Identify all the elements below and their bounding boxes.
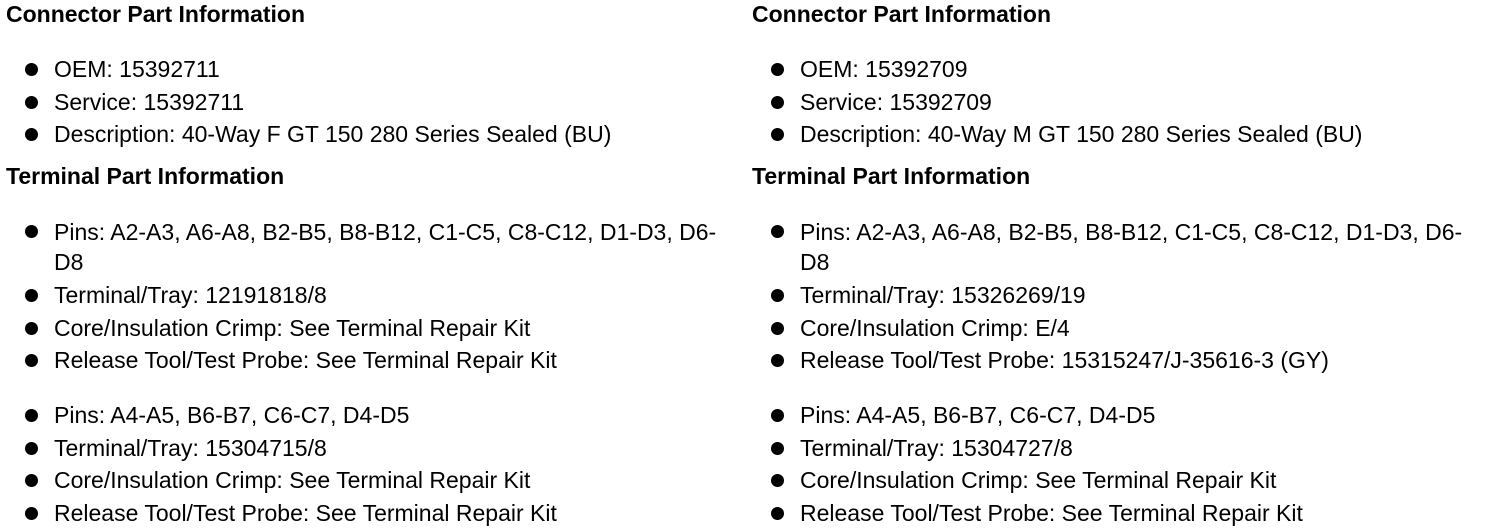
bullet-icon: [25, 474, 38, 487]
item-label: Release Tool/Test Probe:: [54, 499, 310, 526]
item-value: See Terminal Repair Kit: [289, 467, 531, 493]
item-value: 40-Way M GT 150 280 Series Sealed (BU): [927, 121, 1363, 147]
item-label: OEM:: [800, 56, 859, 82]
item-label: Terminal/Tray:: [54, 282, 199, 308]
terminal-group-2-list: [6, 399, 557, 529]
bullet-icon: [771, 474, 784, 487]
bullet-icon: [25, 225, 38, 238]
item-value: 12191818/8: [205, 282, 327, 308]
terminal-tray-item: [752, 432, 1303, 465]
item-label: Terminal/Tray:: [800, 282, 945, 308]
description-item: [6, 118, 611, 151]
oem-item: [752, 53, 1362, 86]
bullet-icon: [771, 354, 784, 367]
item-label: Description:: [54, 121, 176, 147]
item-label: Terminal/Tray:: [800, 434, 945, 461]
bullet-icon: [25, 354, 38, 367]
item-label: Core/Insulation Crimp:: [54, 467, 283, 493]
item-label: Terminal/Tray:: [54, 434, 199, 461]
item-label: Pins:: [800, 219, 852, 245]
item-label: Service:: [800, 88, 884, 115]
terminal-group-1-list: [6, 216, 734, 377]
crimp-item: [752, 464, 1303, 497]
pins-item: [752, 399, 1303, 432]
release-tool-item: [752, 497, 1303, 530]
item-label: Core/Insulation Crimp:: [800, 467, 1029, 493]
item-value: See Terminal Repair Kit: [315, 499, 557, 526]
item-value: E/4: [1035, 314, 1070, 341]
item-value: 15392711: [143, 88, 245, 115]
item-value: 15392711: [119, 56, 220, 82]
item-label: Release Tool/Test Probe:: [54, 347, 310, 373]
terminal-part-heading: Terminal Part Information: [752, 163, 1031, 189]
item-value: A2-A3, A6-A8, B2-B5, B8-B12, C1-C5, C8-C12, D1-D3, D6-D8: [800, 219, 1463, 275]
connector-info-list: [752, 53, 1362, 151]
item-value: See Terminal Repair Kit: [289, 314, 531, 341]
bullet-icon: [25, 96, 38, 109]
terminal-tray-item: [6, 432, 557, 465]
bullet-icon: [771, 96, 784, 109]
item-label: Core/Insulation Crimp:: [54, 314, 283, 341]
service-item: [6, 86, 611, 119]
release-tool-item: [6, 497, 557, 530]
bullet-icon: [771, 507, 784, 520]
item-label: Pins:: [54, 219, 106, 245]
item-label: OEM:: [54, 56, 113, 82]
item-value: 15392709: [865, 56, 968, 82]
pins-item: [6, 399, 557, 432]
item-label: Description:: [800, 121, 922, 147]
crimp-item: [6, 464, 557, 497]
oem-item: [6, 53, 611, 86]
connector-part-heading: Connector Part Information: [6, 1, 306, 27]
item-value: See Terminal Repair Kit: [315, 347, 557, 373]
pins-item: [6, 216, 734, 279]
pins-item: [752, 216, 1490, 279]
terminal-group-1-list: [752, 216, 1490, 377]
release-tool-item: [6, 344, 734, 377]
item-label: Pins:: [800, 402, 852, 428]
bullet-icon: [771, 128, 784, 141]
terminal-tray-item: [6, 279, 734, 312]
bullet-icon: [771, 409, 784, 422]
crimp-item: [752, 312, 1490, 345]
release-tool-item: [752, 344, 1490, 377]
bullet-icon: [25, 409, 38, 422]
bullet-icon: [25, 507, 38, 520]
item-value: 40-Way F GT 150 280 Series Sealed (BU): [181, 121, 612, 147]
item-label: Core/Insulation Crimp:: [800, 314, 1029, 341]
bullet-icon: [771, 289, 784, 302]
item-label: Release Tool/Test Probe:: [800, 499, 1056, 526]
connector-part-heading: Connector Part Information: [752, 1, 1052, 27]
bullet-icon: [771, 63, 784, 76]
crimp-item: [6, 312, 734, 345]
terminal-tray-item: [752, 279, 1490, 312]
service-item: [752, 86, 1362, 119]
connector-info-list: [6, 53, 611, 151]
bullet-icon: [25, 63, 38, 76]
item-value: A2-A3, A6-A8, B2-B5, B8-B12, C1-C5, C8-C12, D1-D3, D6-D8: [54, 219, 717, 275]
bullet-icon: [771, 442, 784, 455]
bullet-icon: [25, 442, 38, 455]
bullet-icon: [771, 225, 784, 238]
item-value: See Terminal Repair Kit: [1061, 499, 1303, 526]
bullet-icon: [771, 322, 784, 335]
terminal-group-2-list: [752, 399, 1303, 529]
bullet-icon: [25, 289, 38, 302]
item-value: 15304727/8: [951, 434, 1073, 461]
item-value: 15304715/8: [205, 434, 327, 461]
item-value: 15315247/J-35616-3 (GY): [1061, 347, 1329, 373]
item-value: A4-A5, B6-B7, C6-C7, D4-D5: [856, 402, 1156, 428]
item-value: 15392709: [889, 88, 992, 115]
item-value: See Terminal Repair Kit: [1035, 467, 1277, 493]
bullet-icon: [25, 128, 38, 141]
item-label: Pins:: [54, 402, 106, 428]
item-value: A4-A5, B6-B7, C6-C7, D4-D5: [110, 402, 410, 428]
description-item: [752, 118, 1362, 151]
item-value: 15326269/19: [951, 282, 1086, 308]
item-label: Release Tool/Test Probe:: [800, 347, 1056, 373]
terminal-part-heading: Terminal Part Information: [6, 163, 285, 189]
item-label: Service:: [54, 88, 138, 115]
bullet-icon: [25, 322, 38, 335]
